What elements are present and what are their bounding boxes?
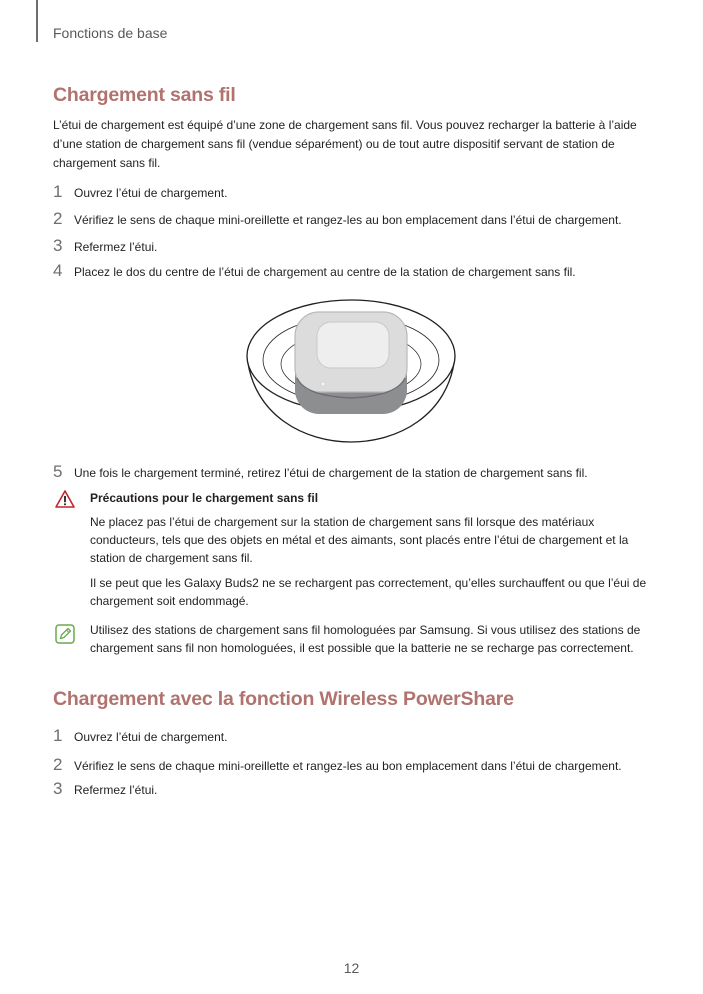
- charging-case-on-charger-illustration: [245, 298, 457, 446]
- step-number: 3: [53, 779, 63, 798]
- step-number: 5: [53, 462, 63, 481]
- step-text: Refermez l’étui.: [74, 240, 158, 254]
- step-text: Refermez l’étui.: [74, 783, 158, 797]
- caution-title: Précautions pour le chargement sans fil: [90, 491, 319, 505]
- step-2: [53, 209, 653, 229]
- powershare-step-1: [53, 726, 653, 746]
- step-number: 2: [53, 755, 63, 774]
- step-number: 3: [53, 236, 63, 255]
- section-header: Fonctions de base: [53, 25, 168, 41]
- step-3: [53, 236, 653, 256]
- step-number: 2: [53, 209, 63, 228]
- caution-paragraph-2: Il se peut que les Galaxy Buds2 ne se rechargent pas correctement, qu’elles surchauffent ou que l’éui de chargement soit endommagé.: [90, 576, 647, 608]
- step-text: Une fois le chargement terminé, retirez l’étui de chargement de la station de chargement sans fil.: [74, 466, 588, 480]
- intro-paragraph: L’étui de chargement est équipé d’une zone de chargement sans fil. Vous pouvez recharger la batterie à l’aide d’une station de chargement sans fil (vendue séparément) ou de tout autre dispositif servant de station de chargement sans fil.: [53, 118, 637, 170]
- caution-paragraph-1: Ne placez pas l’étui de chargement sur la station de chargement sans fil lorsque des matériaux conducteurs, tels que des objets en métal et des aimants, sont placés entre l’étui de chargement et la station de chargement sans fil.: [90, 515, 629, 565]
- step-4: [53, 261, 653, 281]
- page-number: 12: [343, 960, 360, 976]
- step-number: 1: [53, 726, 63, 745]
- step-text: Vérifiez le sens de chaque mini-oreillette et rangez-les au bon emplacement dans l’étui de chargement.: [74, 213, 622, 227]
- step-text: Ouvrez l’étui de chargement.: [74, 730, 228, 744]
- step-text: Ouvrez l’étui de chargement.: [74, 186, 228, 200]
- step-1: [53, 182, 653, 202]
- section-title-powershare: Chargement avec la fonction Wireless PowerShare: [53, 688, 514, 710]
- step-5: [53, 462, 653, 482]
- step-number: 1: [53, 182, 63, 201]
- section-title-wireless-charging: Chargement sans fil: [53, 84, 236, 106]
- powershare-step-2: [53, 755, 653, 775]
- note-pencil-icon: [55, 624, 75, 644]
- powershare-step-3: [53, 779, 653, 799]
- step-text: Vérifiez le sens de chaque mini-oreillette et rangez-les au bon emplacement dans l’étui de chargement.: [74, 759, 622, 773]
- header-rule: [36, 0, 38, 42]
- step-text: Placez le dos du centre de l’étui de chargement au centre de la station de chargement sans fil.: [74, 265, 576, 279]
- note-text: Utilisez des stations de chargement sans fil homologuées par Samsung. Si vous utilisez des stations de chargement sans fil non homologuées, il est possible que la batterie ne se recharge pas correctement.: [90, 623, 641, 655]
- step-number: 4: [53, 261, 63, 280]
- warning-triangle-icon: [55, 490, 75, 508]
